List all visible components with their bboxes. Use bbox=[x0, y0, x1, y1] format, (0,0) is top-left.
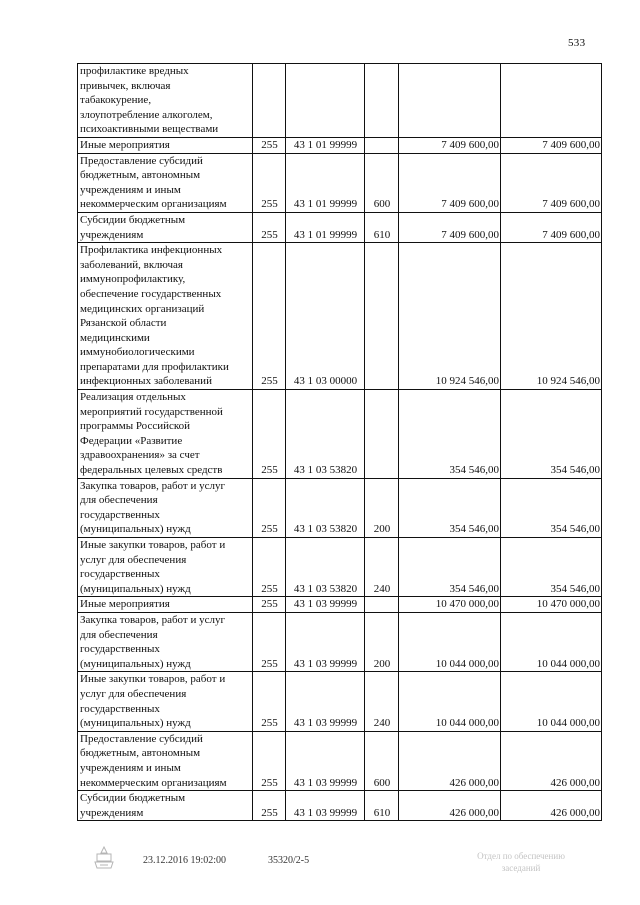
table-row bbox=[78, 731, 602, 790]
amount-year-1: 10 044 000,00 bbox=[399, 612, 501, 671]
amount-year-2: 426 000,00 bbox=[501, 791, 602, 821]
row-name: Профилактика инфекционных заболеваний, включая иммунопрофилактику, обеспечение государственных медицинских организаций Рязанской области медицинскими иммунобиологическими препаратами для профилактики инфекционных заболеваний bbox=[78, 243, 253, 390]
expense-type-code: 200 bbox=[365, 612, 399, 671]
target-article-code: 43 1 03 00000 bbox=[286, 243, 365, 390]
expense-type-code: 610 bbox=[365, 212, 399, 242]
target-article-code: 43 1 03 99999 bbox=[286, 672, 365, 731]
target-article-code: 43 1 03 99999 bbox=[286, 597, 365, 613]
table-row bbox=[78, 478, 602, 537]
expense-type-code: 610 bbox=[365, 791, 399, 821]
table-row bbox=[78, 64, 602, 138]
table-row bbox=[78, 597, 602, 613]
department-code: 255 bbox=[253, 597, 286, 613]
target-article-code: 43 1 03 99999 bbox=[286, 791, 365, 821]
department-code: 255 bbox=[253, 612, 286, 671]
target-article-code: 43 1 03 53820 bbox=[286, 478, 365, 537]
amount-year-1 bbox=[399, 64, 501, 138]
table-row bbox=[78, 243, 602, 390]
amount-year-1: 7 409 600,00 bbox=[399, 153, 501, 212]
printer-logo-icon bbox=[92, 845, 116, 871]
expense-type-code: 240 bbox=[365, 538, 399, 597]
table-row bbox=[78, 791, 602, 821]
department-code: 255 bbox=[253, 153, 286, 212]
amount-year-2: 7 409 600,00 bbox=[501, 153, 602, 212]
table-row bbox=[78, 153, 602, 212]
department-code: 255 bbox=[253, 212, 286, 242]
footer-document-code: 35320/2-5 bbox=[268, 855, 310, 866]
row-name: Иные закупки товаров, работ и услуг для обеспечения государственных (муниципальных) нужд bbox=[78, 672, 253, 731]
amount-year-2: 426 000,00 bbox=[501, 731, 602, 790]
row-name: профилактике вредных привычек, включая табакокурение, злоупотребление алкоголем, психоактивными веществами bbox=[78, 64, 253, 138]
row-name: Иные мероприятия bbox=[78, 597, 253, 613]
expense-type-code: 240 bbox=[365, 672, 399, 731]
expense-type-code: 600 bbox=[365, 731, 399, 790]
row-name: Закупка товаров, работ и услуг для обеспечения государственных (муниципальных) нужд bbox=[78, 612, 253, 671]
amount-year-1: 426 000,00 bbox=[399, 731, 501, 790]
budget-table bbox=[77, 63, 602, 821]
row-name: Иные закупки товаров, работ и услуг для обеспечения государственных (муниципальных) нужд bbox=[78, 538, 253, 597]
amount-year-2: 7 409 600,00 bbox=[501, 137, 602, 153]
target-article-code: 43 1 03 99999 bbox=[286, 612, 365, 671]
amount-year-1: 426 000,00 bbox=[399, 791, 501, 821]
amount-year-2: 10 924 546,00 bbox=[501, 243, 602, 390]
table-row bbox=[78, 212, 602, 242]
amount-year-2: 7 409 600,00 bbox=[501, 212, 602, 242]
department-code: 255 bbox=[253, 538, 286, 597]
target-article-code: 43 1 03 53820 bbox=[286, 390, 365, 479]
table-row bbox=[78, 538, 602, 597]
target-article-code bbox=[286, 64, 365, 138]
amount-year-2: 354 546,00 bbox=[501, 390, 602, 479]
amount-year-1: 10 470 000,00 bbox=[399, 597, 501, 613]
row-name: Субсидии бюджетным учреждениям bbox=[78, 791, 253, 821]
amount-year-2: 10 044 000,00 bbox=[501, 672, 602, 731]
amount-year-2 bbox=[501, 64, 602, 138]
department-code: 255 bbox=[253, 243, 286, 390]
expense-type-code bbox=[365, 64, 399, 138]
department-code: 255 bbox=[253, 478, 286, 537]
budget-table-body bbox=[78, 64, 602, 821]
row-name: Предоставление субсидий бюджетным, автономным учреждениям и иным некоммерческим организациям bbox=[78, 153, 253, 212]
row-name: Закупка товаров, работ и услуг для обеспечения государственных (муниципальных) нужд bbox=[78, 478, 253, 537]
expense-type-code: 200 bbox=[365, 478, 399, 537]
row-name: Предоставление субсидий бюджетным, автономным учреждениям и иным некоммерческим организациям bbox=[78, 731, 253, 790]
amount-year-1: 354 546,00 bbox=[399, 478, 501, 537]
table-row bbox=[78, 137, 602, 153]
table-row bbox=[78, 612, 602, 671]
amount-year-1: 354 546,00 bbox=[399, 390, 501, 479]
expense-type-code bbox=[365, 137, 399, 153]
expense-type-code bbox=[365, 597, 399, 613]
amount-year-1: 10 044 000,00 bbox=[399, 672, 501, 731]
amount-year-2: 10 470 000,00 bbox=[501, 597, 602, 613]
department-code: 255 bbox=[253, 731, 286, 790]
amount-year-1: 10 924 546,00 bbox=[399, 243, 501, 390]
table-row bbox=[78, 672, 602, 731]
table-row bbox=[78, 390, 602, 479]
department-code: 255 bbox=[253, 137, 286, 153]
target-article-code: 43 1 01 99999 bbox=[286, 137, 365, 153]
page-number: 533 bbox=[568, 37, 586, 49]
department-code: 255 bbox=[253, 390, 286, 479]
row-name: Иные мероприятия bbox=[78, 137, 253, 153]
target-article-code: 43 1 01 99999 bbox=[286, 212, 365, 242]
amount-year-2: 10 044 000,00 bbox=[501, 612, 602, 671]
amount-year-1: 7 409 600,00 bbox=[399, 137, 501, 153]
row-name: Субсидии бюджетным учреждениям bbox=[78, 212, 253, 242]
department-code: 255 bbox=[253, 791, 286, 821]
expense-type-code bbox=[365, 390, 399, 479]
footer-stamp: Отдел по обеспечению заседаний bbox=[477, 851, 565, 873]
target-article-code: 43 1 03 53820 bbox=[286, 538, 365, 597]
amount-year-1: 354 546,00 bbox=[399, 538, 501, 597]
target-article-code: 43 1 03 99999 bbox=[286, 731, 365, 790]
amount-year-2: 354 546,00 bbox=[501, 538, 602, 597]
row-name: Реализация отдельных мероприятий государственной программы Российской Федерации «Развитие здравоохранения» за счет федеральных целевых средств bbox=[78, 390, 253, 479]
expense-type-code: 600 bbox=[365, 153, 399, 212]
amount-year-1: 7 409 600,00 bbox=[399, 212, 501, 242]
footer-timestamp: 23.12.2016 19:02:00 bbox=[143, 855, 227, 866]
amount-year-2: 354 546,00 bbox=[501, 478, 602, 537]
department-code bbox=[253, 64, 286, 138]
department-code: 255 bbox=[253, 672, 286, 731]
expense-type-code bbox=[365, 243, 399, 390]
target-article-code: 43 1 01 99999 bbox=[286, 153, 365, 212]
